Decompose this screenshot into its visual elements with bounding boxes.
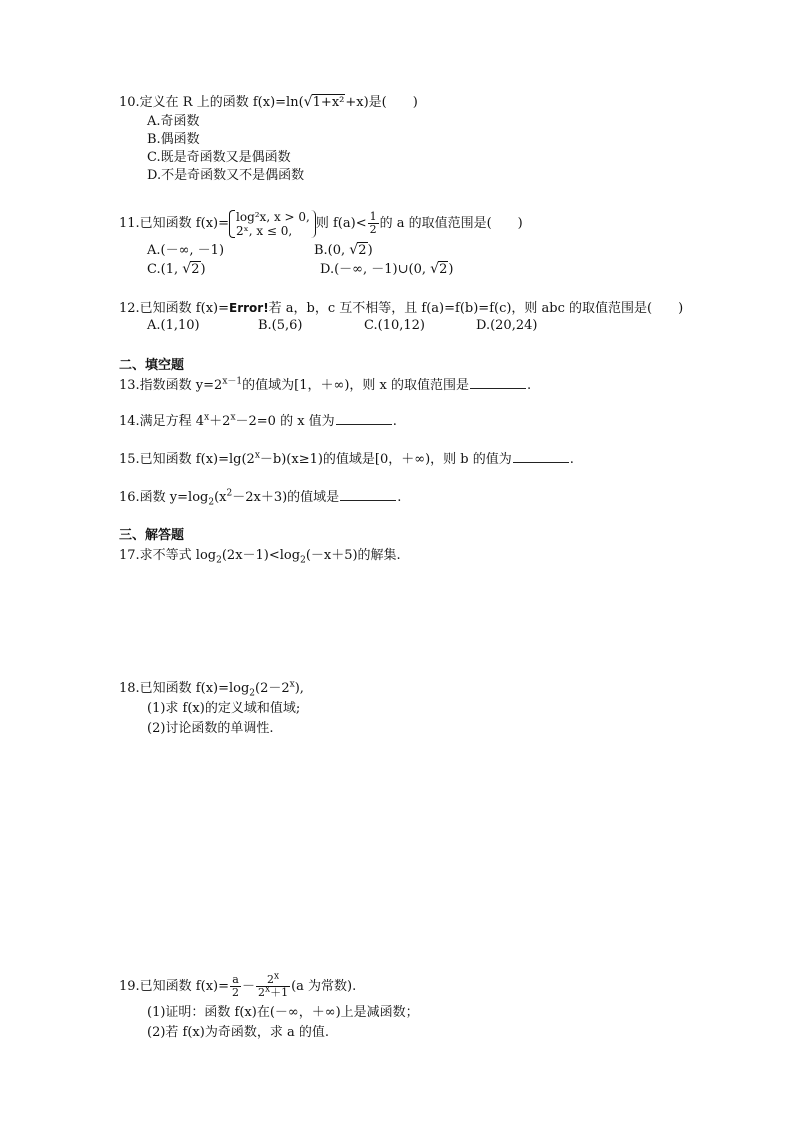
q12-stem-suffix: 若 a，b，c 互不相等，且 f(a)=f(b)=f(c)，则 abc 的取值范围是( ): [268, 301, 684, 316]
q19-fraction-2: $\frac{2^x}{2^x+1}$: [258, 971, 289, 999]
q10-stem-suffix: +x)是( ): [345, 95, 418, 110]
q10-option-c: C.既是奇函数又是偶函数: [147, 150, 291, 165]
q11-piece-2: 2ˣ, x ≤ 0,: [236, 223, 293, 238]
q10-option-b: B.偶函数: [147, 132, 200, 147]
q10-option-d: D.不是奇函数又不是偶函数: [147, 168, 305, 183]
answer-blank: [470, 376, 526, 389]
q11-option-a: A.(－∞, －1): [147, 243, 225, 258]
question-16: 16.函数 $y=\log_2(x^2-2x+3)$的值域是 .: [119, 488, 402, 508]
q18-part-1: (1)求 f(x)的定义域和值域;: [147, 701, 301, 716]
q12-option-d: D.(20,24): [476, 318, 538, 333]
q11-option-c: C.(1, √ 2): [147, 261, 206, 277]
q18-part-2: (2)讨论函数的单调性.: [147, 721, 274, 736]
q11-frac-den: 2: [369, 223, 377, 236]
q11-stem-suffix: 的 a 的取值范围是( ): [379, 216, 523, 231]
q11-option-b: B.(0, √ 2): [314, 242, 373, 258]
q19-part-1: (1)证明：函数 f(x)在(－∞，＋∞)上是减函数；: [147, 1005, 419, 1020]
question-18: 18.已知函数 $f(x)=\log_2(2-2^x)$,: [119, 679, 304, 699]
question-11: [119, 208, 523, 240]
sqrt-radical: √ 1+x²: [303, 94, 345, 110]
q19-fraction-1: $\frac{a}{2}$: [232, 973, 239, 999]
q12-option-b: B.(5,6): [258, 318, 303, 333]
q10-option-a: A.奇函数: [147, 114, 200, 129]
question-15: 15.已知函数 $f(x)=\lg(2^x-b)(x\ge 1)$的值域是[0，＋∞)，则 b 的值为 .: [119, 450, 574, 467]
section-heading-fill-in: 二、填空题: [119, 358, 185, 373]
section-heading-answers: 三、解答题: [119, 528, 185, 543]
q12-option-a: A.(1,10): [147, 318, 200, 333]
q11-stem-mid: 则 f(a)<: [315, 216, 367, 231]
q12-stem-prefix: 12.已知函数 f(x)=: [119, 301, 229, 316]
q11-fraction: [368, 211, 379, 236]
answer-blank: [513, 450, 569, 463]
answer-blank: [336, 412, 392, 425]
q11-option-d: D.(－∞, －1)∪(0, √ 2): [320, 261, 454, 277]
question-14: 14.满足方程 $4^x+2^x-2=0$ 的 x 值为 .: [119, 412, 397, 429]
question-12: [119, 299, 683, 318]
error-text: Error!: [229, 301, 269, 315]
q11-frac-num: 1: [369, 210, 377, 223]
piecewise-brace: [229, 210, 316, 238]
q10-stem-prefix: 10.定义在 R 上的函数 f(x)=ln(: [119, 95, 304, 110]
question-13: 13.指数函数 $y=2^{x-1}$的值域为[1，＋∞)，则 x 的取值范围是 .: [119, 376, 532, 393]
q10-radicand: 1+x²: [312, 95, 345, 110]
question-17: 17.求不等式 $\log_2(2x-1)<\log_2(-x+5)$的解集.: [119, 548, 401, 566]
q11-piece-1: log²x, x > 0,: [236, 209, 310, 224]
q19-part-2: (2)若 f(x)为奇函数，求 a 的值.: [147, 1025, 329, 1040]
q12-option-c: C.(10,12): [364, 318, 425, 333]
answer-blank: [340, 488, 396, 501]
question-19: 19.已知函数 f(x)= $\frac{a}{2}$ － $\frac{2^x}{2^x+1}$ (a 为常数).: [119, 971, 357, 999]
question-10: [119, 94, 418, 112]
q11-stem-prefix: 11.已知函数 f(x)=: [119, 216, 229, 231]
